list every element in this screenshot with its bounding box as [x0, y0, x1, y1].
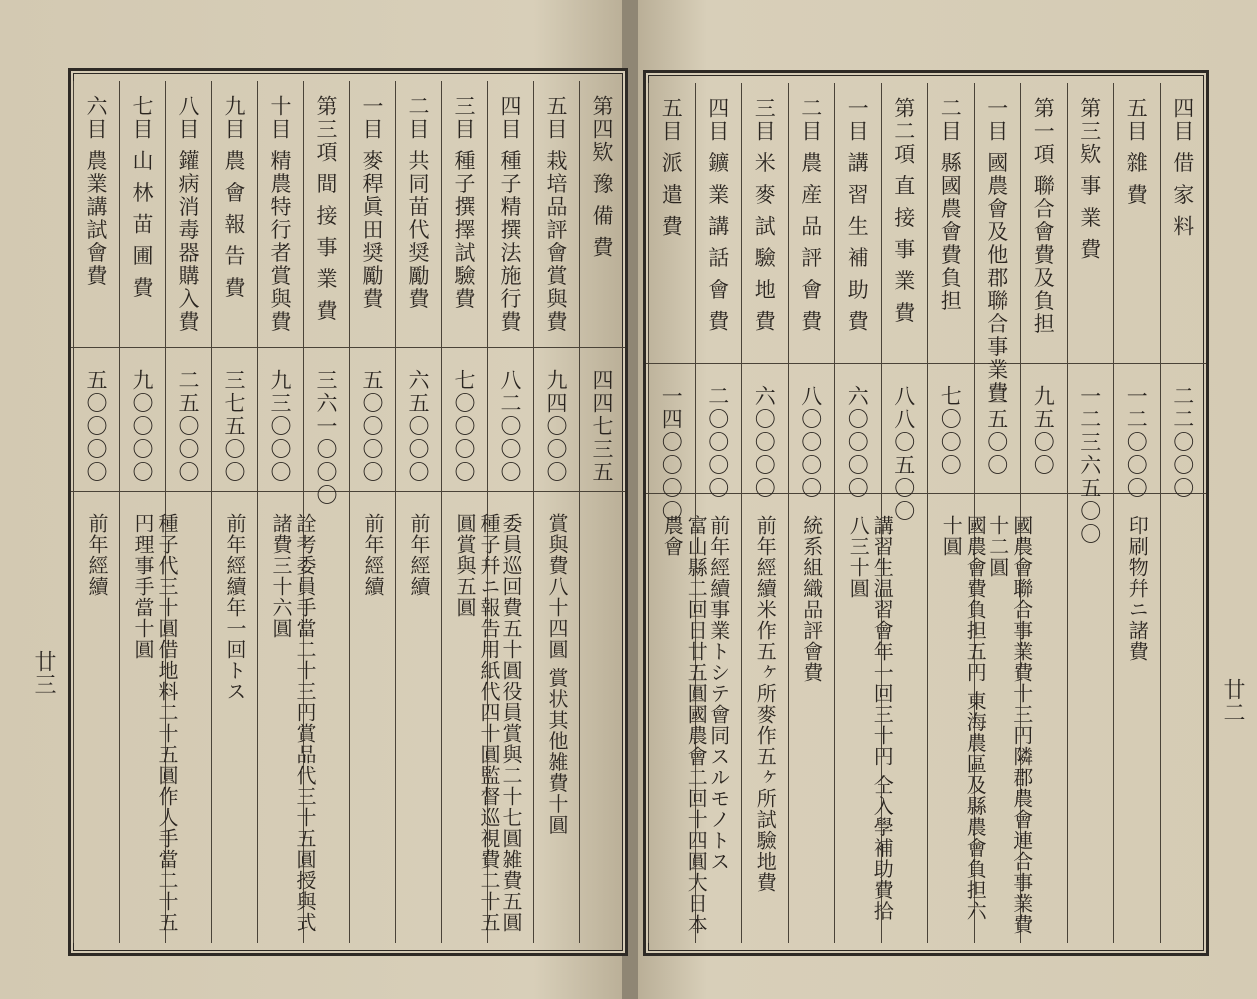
right_page-item-title: 五目 派 遣 費 — [659, 97, 684, 239]
right_page-item-amount: 八〇〇〇〇 — [798, 385, 823, 500]
left_page-column — [257, 81, 317, 943]
left_page-item-title: 七目 山 林 苗 圃 費 — [130, 95, 154, 300]
right_page-column — [927, 83, 988, 943]
left_page-item-amount: 五〇〇〇〇 — [84, 369, 108, 484]
left_page-item-amount: 二五〇〇〇 — [176, 369, 200, 484]
right_page-item-title: 第一項 聯合會費及負担 — [1031, 97, 1056, 336]
right_page-item-amount: 六〇〇〇〇 — [845, 385, 870, 500]
left_page-column — [395, 81, 441, 943]
left_page-item-amount: 九三〇〇〇 — [268, 369, 292, 484]
right_page-column — [1160, 83, 1207, 943]
left_page-item-title: 十目 精農特行者賞與費 — [268, 95, 292, 334]
left_page-item-title: 三目 種子撰擇試驗費 — [452, 95, 476, 311]
left-folio: 廿三 — [31, 650, 56, 696]
left_page-item-amount: 六五〇〇〇 — [406, 369, 430, 484]
right_page-item-amount: 七〇〇〇 — [938, 385, 963, 477]
right_page-item-amount: 一二〇〇〇 — [1124, 385, 1149, 500]
left_page-item-amount: 三七五〇〇 — [222, 369, 246, 484]
left_page-item-note: 前年經續 — [85, 513, 109, 597]
left_page-item-title: 二目 共同苗代奨勵費 — [406, 95, 430, 311]
right_page-column — [648, 83, 709, 943]
right_page-item-title: 一目 國農會及他郡聯合事業費 — [984, 97, 1009, 405]
right_page-item-note: 印刷物幷ニ諸費 — [1125, 515, 1150, 662]
left_page-item-title: 四目 種子精撰法施行費 — [498, 95, 522, 334]
left_page-item-note: 種子代三十圓借地料二十五圓作人手當二十五円理事手當十圓 — [131, 513, 179, 933]
right_page-item-amount: 九五〇〇 — [1031, 385, 1056, 477]
left_page-item-amount: 九〇〇〇〇 — [130, 369, 154, 484]
right_page-item-note: 國農會聯合事業費十三円隣郡農會連合事業費十二圓 — [985, 515, 1034, 935]
right_page-item-amount: 八八〇五〇〇 — [891, 385, 916, 523]
left_page-item-amount: 四四七三五 — [590, 369, 614, 484]
right_page-item-note: 講習生温習會年一回三十円 仝入學補助費拾八三十圓 — [846, 515, 895, 922]
left-ledger-frame — [68, 68, 628, 956]
left_page-column — [349, 81, 395, 943]
right_page-item-amount: 一二三六五〇〇 — [1077, 385, 1102, 546]
left_page-item-note: 種子幷ニ報告用紙代四十圓監督巡視費二十五圓賞與五圓 — [453, 513, 501, 933]
right_page-column — [834, 83, 895, 943]
left_page-column — [119, 81, 179, 943]
right_page-item-amount: 一四〇〇〇〇 — [659, 385, 684, 523]
left_page-column — [441, 81, 501, 943]
right_page-item-amount: 二五〇〇 — [984, 385, 1009, 477]
right_page-item-note: 富山縣二回日廿五圓國農會二回十四圓大日本農會 — [660, 515, 709, 935]
right_page-item-title: 第三欵 事 業 費 — [1077, 97, 1102, 262]
left_page-item-title: 五目 栽培品評會賞與費 — [544, 95, 568, 334]
right_page-item-title: 二目 農 産 品 評 會 費 — [798, 97, 823, 334]
right_page-item-title: 三目 米 麥 試 驗 地 費 — [752, 97, 777, 334]
right_page-item-note: 前年經續米作五ヶ所麥作五ヶ所試驗地費 — [753, 515, 778, 893]
right-ledger-frame — [643, 70, 1209, 956]
left_page-item-note: 前年經續 — [407, 513, 431, 597]
left_page-item-title: 第四欵 豫 備 費 — [590, 95, 614, 260]
left_page-item-amount: 三六一〇〇〇 — [314, 369, 338, 507]
right_page-item-title: 四目 借 家 料 — [1170, 97, 1195, 239]
right_page-column — [788, 83, 835, 943]
left_page-item-note: 委員巡回費五十圓役員賞與二十七圓雑費五圓 — [499, 513, 523, 933]
right_page-item-title: 一目 講 習 生 補 助 費 — [845, 97, 870, 334]
right_page-item-note: 前年經續事業トシテ會同スルモノトス — [706, 515, 731, 872]
left_page-item-title: 六目 農業講試會費 — [84, 95, 108, 288]
left_page-item-note: 前年經續 — [361, 513, 385, 597]
left_page-item-amount: 九四〇〇〇 — [544, 369, 568, 484]
right_page-item-note: 統系組織品評會費 — [799, 515, 824, 683]
left_page-item-amount: 八二〇〇〇 — [498, 369, 522, 484]
right_page-item-title: 二目 縣國農會費負担 — [938, 97, 963, 313]
left_page-item-amount: 七〇〇〇〇 — [452, 369, 476, 484]
left_page-column — [579, 81, 625, 943]
left_page-item-note: 前年經續年一回トス — [223, 513, 247, 702]
left_page-item-title: 一目 麥稈眞田奨勵費 — [360, 95, 384, 311]
left_page-item-title: 第三項 間 接 事 業 費 — [314, 95, 338, 323]
right_page-item-amount: 二〇〇〇〇 — [705, 385, 730, 500]
right_page-column — [1067, 83, 1114, 943]
left_page-item-title: 九目 農 會 報 告 費 — [222, 95, 246, 300]
left_page-column — [73, 81, 119, 943]
right_page-column — [741, 83, 788, 943]
left_page-column — [211, 81, 257, 943]
left_page-item-note: 詮考委員手當二十三円賞品代三十五圓授與式諸費三十六圓 — [269, 513, 317, 933]
right_page-item-title: 五目 雜 費 — [1124, 97, 1149, 207]
right_page-column — [1113, 83, 1160, 943]
right_page-item-title: 四目 鑛 業 講 話 會 費 — [705, 97, 730, 334]
right-folio: 廿二 — [1220, 678, 1245, 724]
right_page-item-title: 第二項 直 接 事 業 費 — [891, 97, 916, 325]
right_page-item-amount: 六〇〇〇〇 — [752, 385, 777, 500]
left_page-item-note: 賞與費八十四圓 賞状其他雑費十圓 — [545, 513, 569, 836]
left_page-item-amount: 五〇〇〇〇 — [360, 369, 384, 484]
left_page-column — [533, 81, 579, 943]
right_page-item-amount: 二二〇〇〇 — [1170, 385, 1195, 500]
right_page-item-note: 國農會費負担五円 東海農區及縣農會負担六十圓 — [939, 515, 988, 922]
left_page-item-title: 八目 鑵病消毒器購入費 — [176, 95, 200, 334]
